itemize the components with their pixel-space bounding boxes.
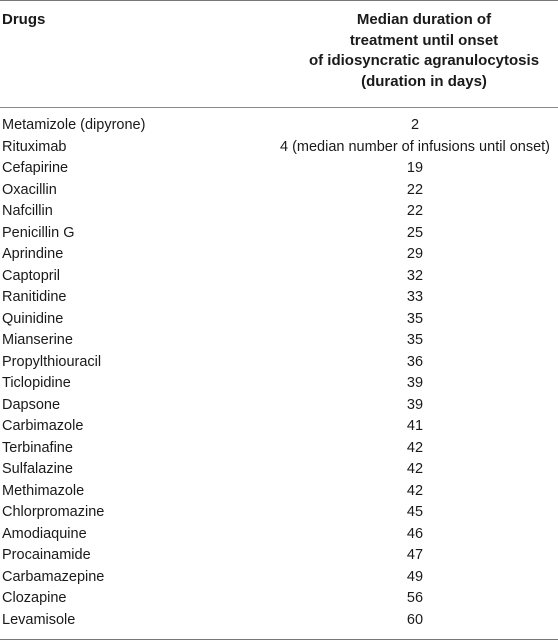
drug-name: Carbamazepine xyxy=(2,568,105,585)
drug-name: Sulfalazine xyxy=(2,461,73,477)
table-row xyxy=(0,610,558,632)
table-row xyxy=(0,395,558,417)
table-row xyxy=(0,244,558,266)
drug-name: Carbimazole xyxy=(2,418,84,434)
duration-value: 35 xyxy=(406,310,424,327)
table-row xyxy=(0,137,558,159)
drug-name: Methimazole xyxy=(2,482,85,499)
duration-value: 46 xyxy=(406,525,424,542)
table-row xyxy=(0,416,558,438)
drug-name: Aprindine xyxy=(2,246,64,262)
duration-value: 47 xyxy=(406,547,424,563)
table-row xyxy=(0,223,558,245)
duration-value: 33 xyxy=(406,289,424,305)
duration-value: 4 (median number of infusions until onset) xyxy=(279,138,550,155)
drug-name: Clozapine xyxy=(2,590,67,606)
drug-name: Metamizole (dipyrone) xyxy=(2,117,146,133)
table-row xyxy=(0,201,558,223)
drug-name: Chlorpromazine xyxy=(2,504,105,520)
drug-name: Procainamide xyxy=(2,547,91,563)
duration-value: 45 xyxy=(406,504,424,520)
duration-value: 42 xyxy=(406,482,424,499)
table-row xyxy=(0,352,558,374)
table-row xyxy=(0,266,558,288)
duration-value: 41 xyxy=(406,418,424,434)
table-row xyxy=(0,502,558,524)
table-row xyxy=(0,438,558,460)
duration-value: 39 xyxy=(406,396,424,413)
drug-name: Captopril xyxy=(2,267,61,284)
duration-value: 42 xyxy=(406,439,424,456)
table-row xyxy=(0,481,558,503)
duration-value: 29 xyxy=(406,246,424,262)
duration-value: 2 xyxy=(410,117,420,133)
drug-name: Ticlopidine xyxy=(2,375,71,391)
drug-name: Quinidine xyxy=(2,310,64,327)
column-header-duration xyxy=(290,10,558,92)
header-line: treatment until onset xyxy=(349,31,499,49)
table-row xyxy=(0,545,558,567)
drug-name: Dapsone xyxy=(2,396,61,413)
drug-name: Propylthiouracil xyxy=(2,353,102,370)
header-line: Median duration of xyxy=(356,11,492,28)
drug-name: Nafcillin xyxy=(2,203,53,219)
table-row xyxy=(0,567,558,589)
duration-value: 35 xyxy=(406,332,424,348)
table-row xyxy=(0,330,558,352)
table-bottom-rule xyxy=(0,639,558,640)
duration-value: 32 xyxy=(406,267,424,284)
table-row xyxy=(0,287,558,309)
table-row xyxy=(0,373,558,395)
drug-name: Ranitidine xyxy=(2,289,67,305)
duration-value: 36 xyxy=(406,353,424,370)
duration-value: 49 xyxy=(406,568,424,585)
table-row xyxy=(0,115,558,137)
duration-value: 22 xyxy=(406,203,424,219)
drug-name: Oxacillin xyxy=(2,181,57,198)
drug-name: Mianserine xyxy=(2,332,73,348)
table-row xyxy=(0,158,558,180)
drug-name: Cefapirine xyxy=(2,160,69,176)
table-body xyxy=(0,115,558,631)
duration-value: 56 xyxy=(406,590,424,606)
header-line: (duration in days) xyxy=(361,72,487,90)
duration-value: 19 xyxy=(406,160,424,176)
duration-value: 22 xyxy=(406,181,424,198)
table-row xyxy=(0,588,558,610)
duration-value: 60 xyxy=(406,611,424,628)
drug-name: Penicillin G xyxy=(2,224,75,241)
drug-name: Levamisole xyxy=(2,611,76,628)
table-top-rule xyxy=(0,0,558,1)
header-divider xyxy=(0,107,558,108)
duration-value: 39 xyxy=(406,375,424,391)
duration-value: 25 xyxy=(406,224,424,241)
drug-name: Amodiaquine xyxy=(2,525,87,542)
duration-value: 42 xyxy=(406,461,424,477)
table-row xyxy=(0,309,558,331)
table-row xyxy=(0,524,558,546)
table-row xyxy=(0,180,558,202)
column-header-drugs: Drugs xyxy=(2,11,46,28)
drug-name: Terbinafine xyxy=(2,439,73,456)
table-row xyxy=(0,459,558,481)
drug-name: Rituximab xyxy=(2,138,67,155)
header-line: of idiosyncratic agranulocytosis xyxy=(308,52,540,69)
